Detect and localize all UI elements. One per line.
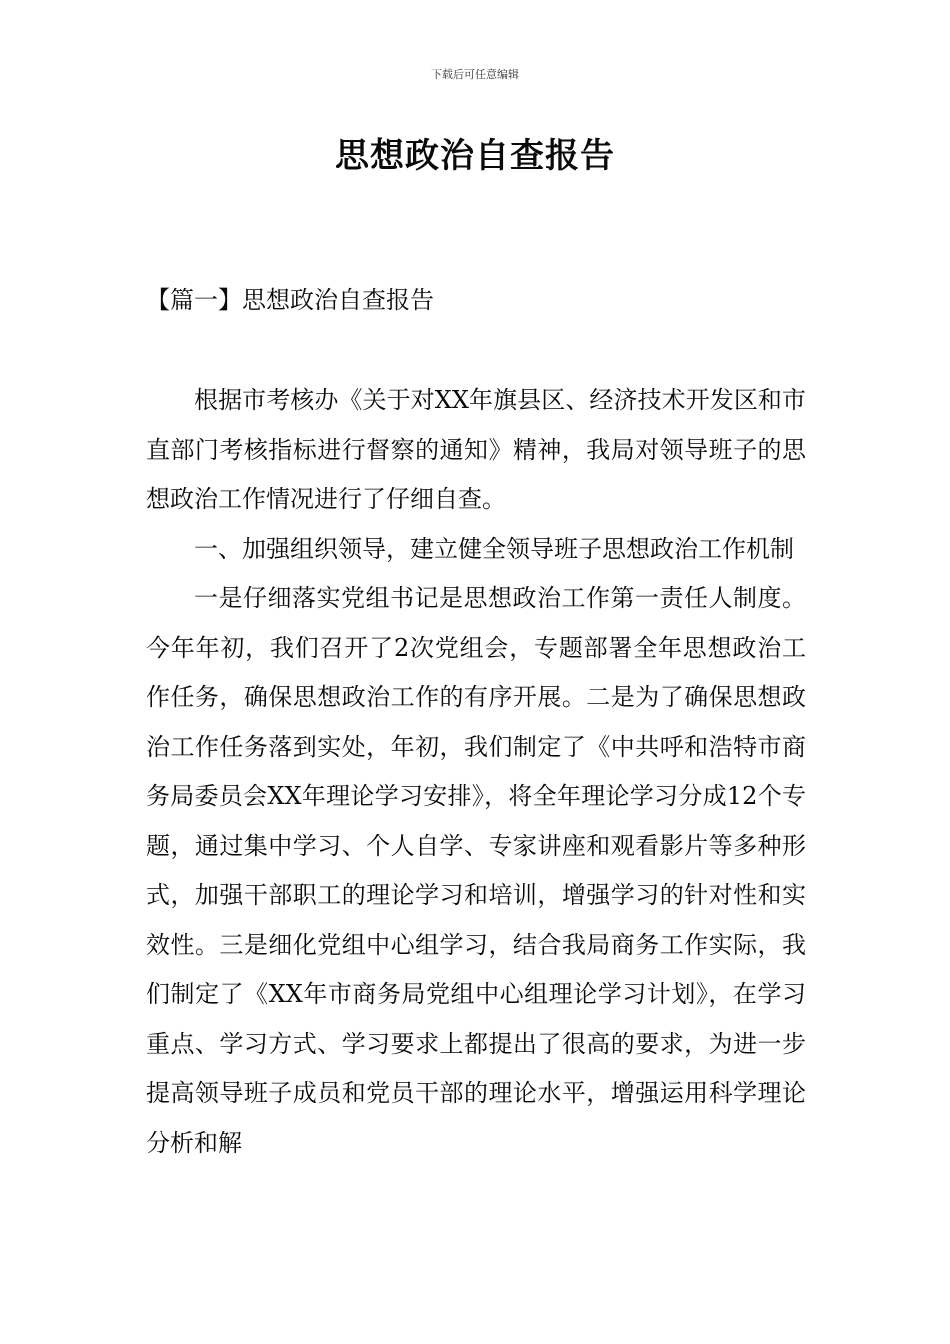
document-body	[146, 376, 806, 1168]
document-title: 思想政治自查报告	[335, 136, 615, 176]
paragraph-measures: 一是仔细落实党组书记是思想政治工作第一责任人制度。今年年初，我们召开了2次党组会，专题部署全年思想政治工作任务，确保思想政治工作的有序开展。二是为了确保思想政治工作任务落到实处，年初，我们制定了《中共呼和浩特市商务局委员会XX年理论学习安排》，将全年理论学习分成12个专题，通过集中学习、个人自学、专家讲座和观看影片等多种形式，加强干部职工的理论学习和培训，增强学习的针对性和实效性。三是细化党组中心组学习，结合我局商务工作实际，我们制定了《XX年市商务局党组中心组理论学习计划》，在学习重点、学习方式、学习要求上都提出了很高的要求，为进一步提高领导班子成员和党员干部的理论水平，增强运用科学理论分析和解	[146, 584, 806, 1157]
paragraph-intro: 根据市考核办《关于对XX年旗县区、经济技术开发区和市直部门考核指标进行督察的通知》精神，我局对领导班子的思想政治工作情况进行了仔细自查。	[146, 386, 806, 513]
paragraph-subheading: 一、加强组织领导，建立健全领导班子思想政治工作机制	[194, 534, 794, 563]
section-heading: 【篇一】思想政治自查报告	[146, 286, 434, 314]
header-note: 下载后可任意编辑	[431, 68, 519, 81]
